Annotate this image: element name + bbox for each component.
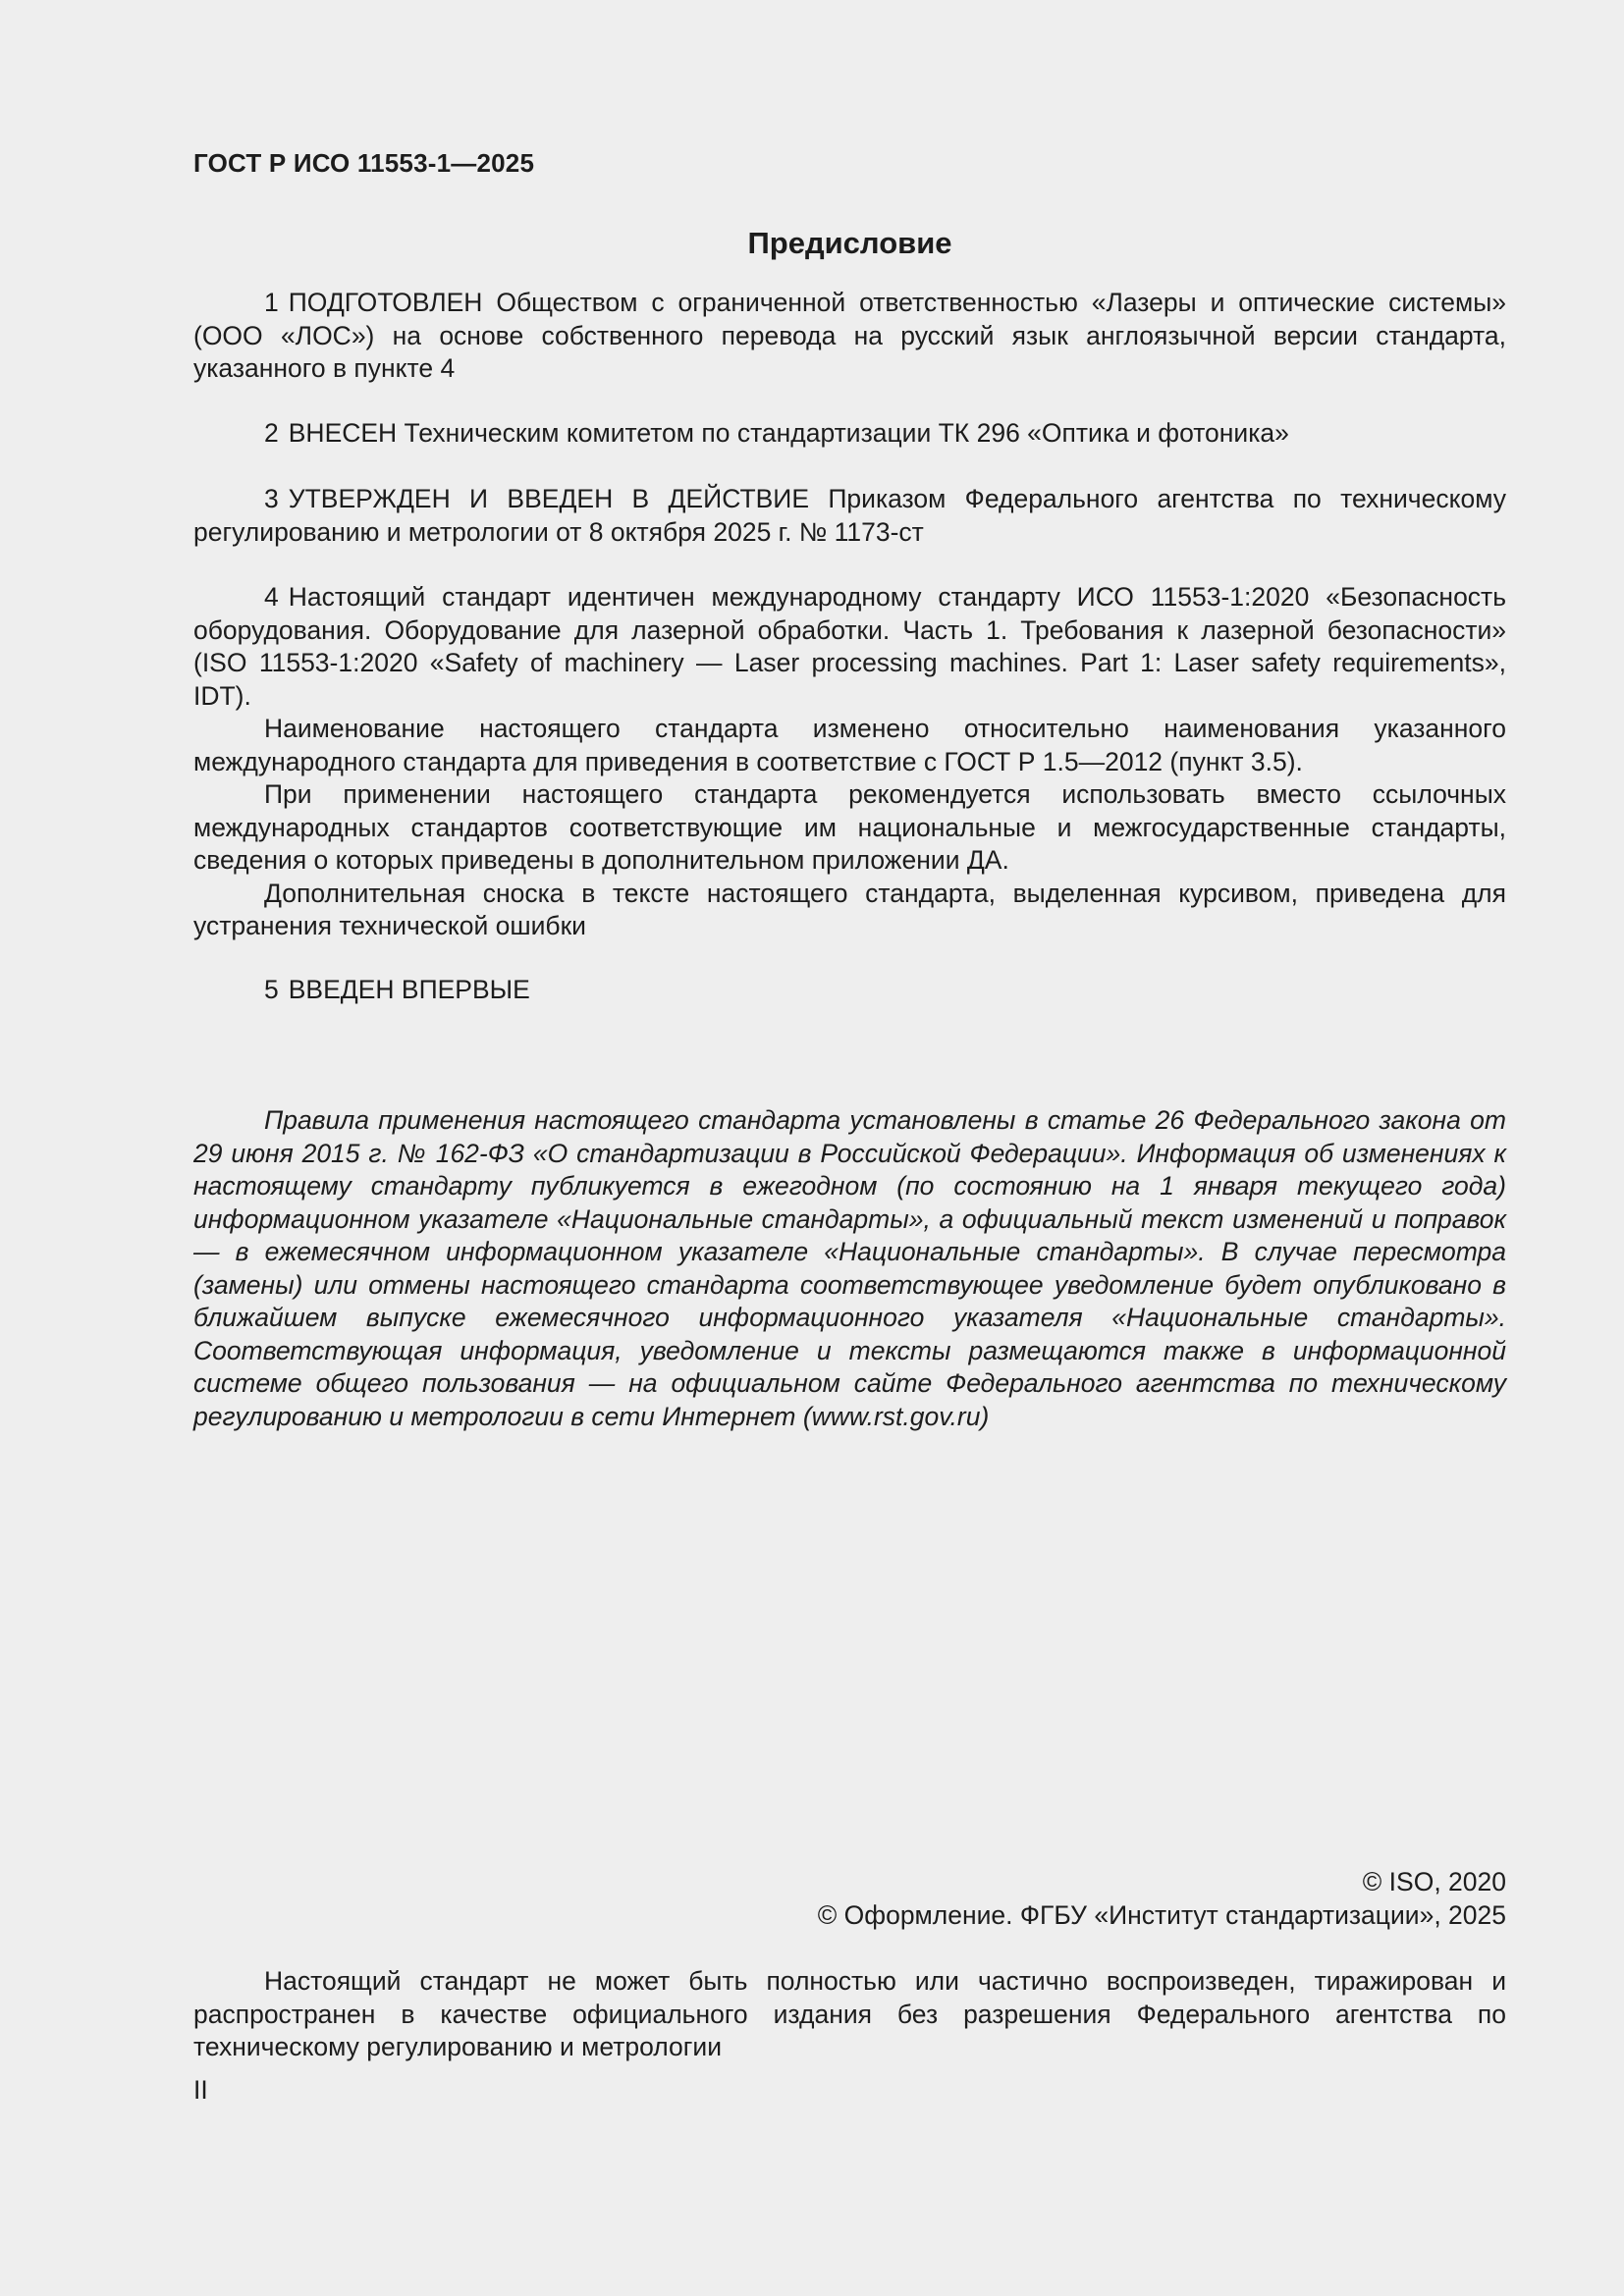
notice-text: Правила применения настоящего стандарта установлены в статье 26 Федерального закона от 29 июня 2015 г. № 162-ФЗ «О стандартизации в Российской Федерации». Информация об изменениях к настоящему стандарту публикуется в ежегодном (по состоянию на 1 января текущего года) информационном указателе «Национальные стандарты», а официальный текст изменений и поправок — в ежемесячном информационном указателе «Национальные стандарты». В случае пересмотра (замены) или отмены настоящего стандарта соответствующее уведомление будет опубликовано в ближайшем выпуске ежемесячного информационного указателя «Национальные стандарты». Соответствующая информация, уведомление и тексты размещаются также в информационной системе общего пользования — на официальном сайте Федерального агентства по техническому регулированию и метрологии в сети Интернет (www.rst.gov.ru) [193, 1105, 1506, 1431]
page-title: Предисловие [747, 226, 952, 260]
foreword-item-5 [193, 974, 1506, 1007]
copyright-iso: © ISO, 2020 [1362, 1867, 1506, 1896]
item-number: 2 [264, 418, 279, 448]
copyright-design: © Оформление. ФГБУ «Институт стандартизации», 2025 [817, 1899, 1506, 1930]
foreword-item-2 [193, 417, 1506, 451]
item-4-paragraph: Наименование настоящего стандарта изменено относительно наименования указанного международного стандарта для приведения в соответствие с ГОСТ Р 1.5—2012 (пункт 3.5). [193, 714, 1506, 776]
reproduction-notice-text: Настоящий стандарт не может быть полностью или частично воспроизведен, тиражирован и распространен в качестве официального издания без разрешения Федерального агентства по техническому регулированию и метрологии [193, 1966, 1506, 2061]
standard-application-notice [193, 1104, 1506, 1433]
item-4-paragraph: При применении настоящего стандарта рекомендуется использовать вместо ссылочных международных стандартов соответствующие им национальные и межгосударственные стандарты, сведения о которых приведены в дополнительном приложении ДА. [193, 779, 1506, 875]
item-number: 4 [264, 582, 279, 612]
item-text: ВВЕДЕН ВПЕРВЫЕ [288, 975, 530, 1004]
item-4-paragraph: Дополнительная сноска в тексте настоящего стандарта, выделенная курсивом, приведена для устранения технической ошибки [193, 878, 1506, 940]
item-text: ПОДГОТОВЛЕН Обществом с ограниченной ответственностью «Лазеры и оптические системы» (ООО «ЛОС») на основе собственного перевода на русский язык англоязычной версии стандарта, указанного в пункте 4 [193, 288, 1506, 383]
item-number: 1 [264, 288, 279, 317]
foreword-item-1 [193, 287, 1506, 386]
foreword-item-3 [193, 483, 1506, 549]
item-text: ВНЕСЕН Техническим комитетом по стандартизации ТК 296 «Оптика и фотоника» [288, 418, 1289, 448]
page-number: II [193, 2075, 208, 2105]
reproduction-notice [193, 1965, 1506, 2064]
foreword-item-4 [193, 581, 1506, 943]
item-text: Настоящий стандарт идентичен международному стандарту ИСО 11553-1:2020 «Безопасность оборудования. Оборудование для лазерной обработки. Часть 1. Требования к лазерной безопасности» (ISO 11553-1:2020 «Safety of machinery — Laser processing machines. Part 1: Laser safety requirements», IDT). [193, 582, 1506, 711]
item-number: 3 [264, 484, 279, 513]
copyright-block [193, 1866, 1506, 1932]
document-header-id: ГОСТ Р ИСО 11553-1—2025 [193, 148, 535, 178]
item-number: 5 [264, 975, 279, 1004]
item-text: УТВЕРЖДЕН И ВВЕДЕН В ДЕЙСТВИЕ Приказом Федерального агентства по техническому регулированию и метрологии от 8 октября 2025 г. № 1173-ст [193, 484, 1506, 547]
